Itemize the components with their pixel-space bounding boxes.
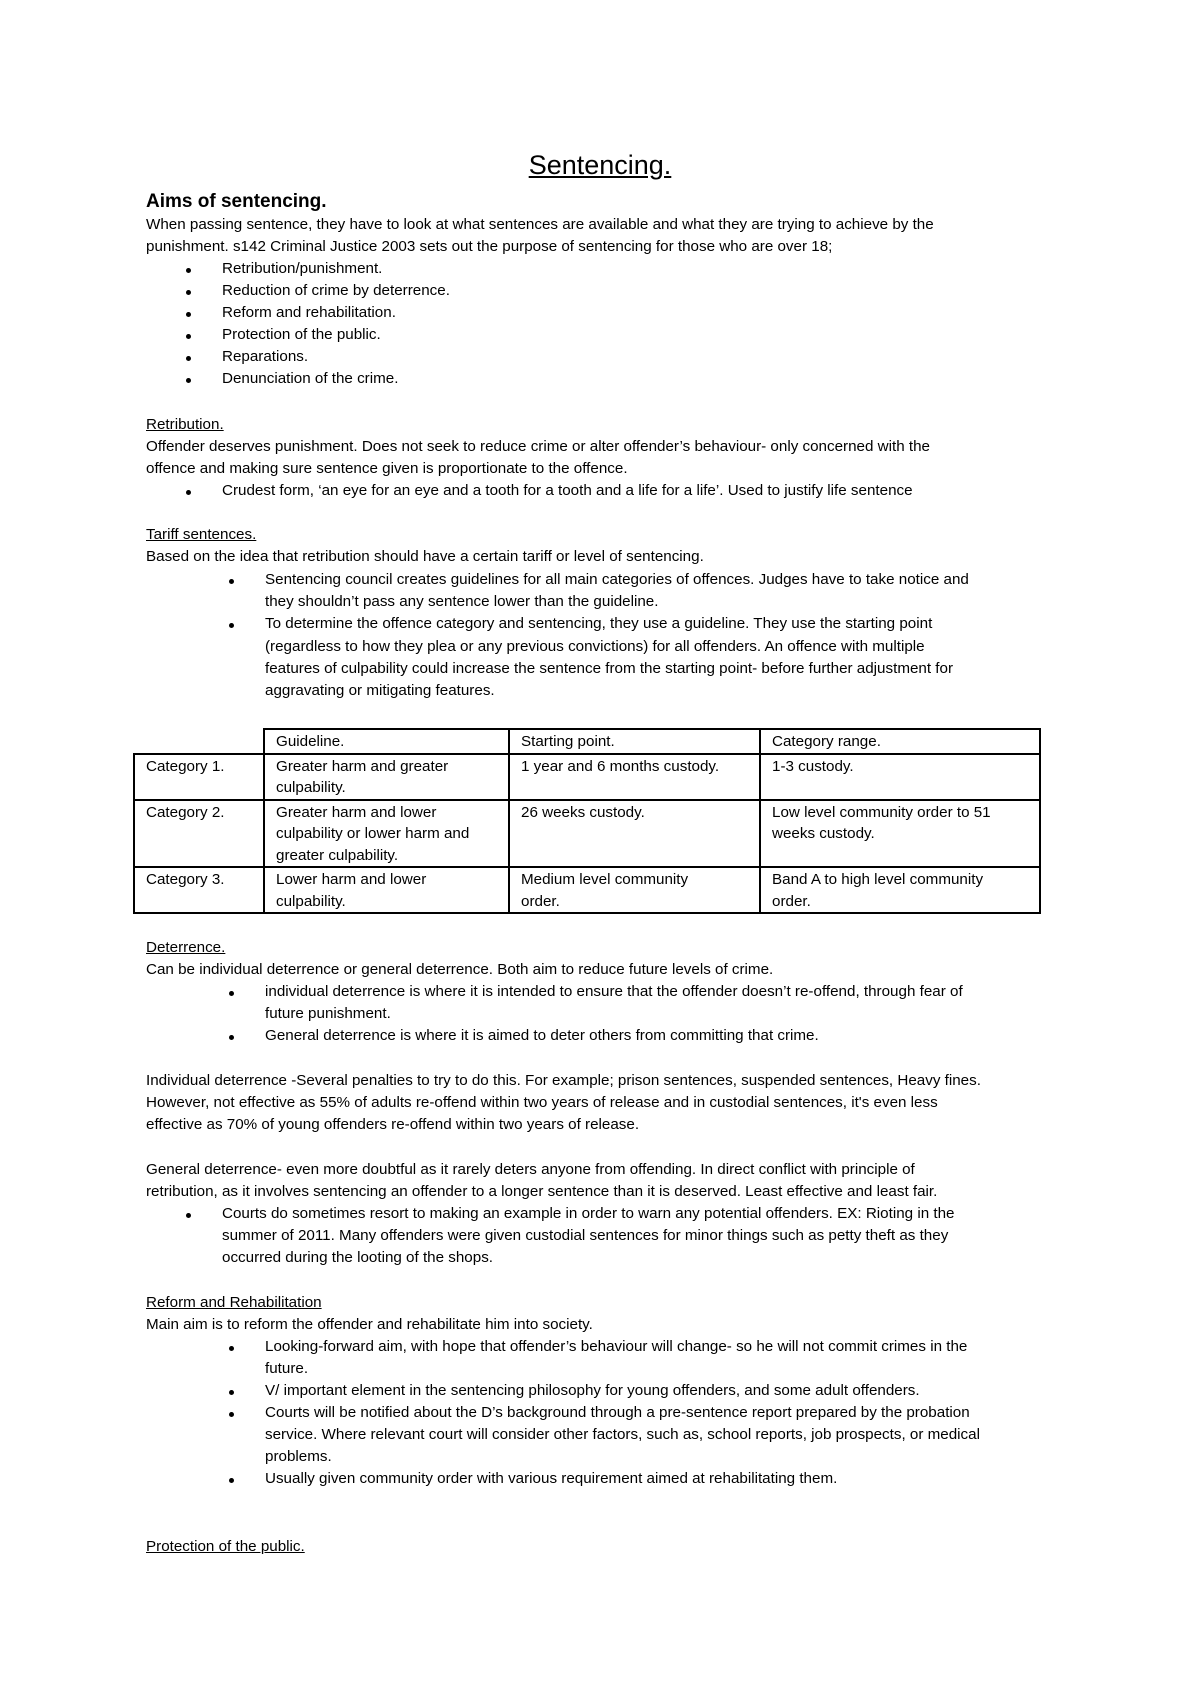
guideline-table bbox=[133, 728, 1041, 914]
table-cell-empty bbox=[134, 729, 264, 754]
aims-bullet: Reparations. bbox=[222, 348, 309, 365]
table-header: Category range. bbox=[760, 729, 1040, 754]
table-cell-guideline: Greater harm and lower culpability or lower harm and greater culpability. bbox=[264, 800, 509, 868]
general-deterrence-bullet-line: occurred during the looting of the shops. bbox=[222, 1249, 494, 1266]
tariff-bullet-line: To determine the offence category and sentencing, they use a guideline. They use the starting point bbox=[265, 615, 933, 632]
tariff-intro: Based on the idea that retribution should have a certain tariff or level of sentencing. bbox=[146, 548, 704, 565]
reform-bullet-line: Looking-forward aim, with hope that offender’s behaviour will change- so he will not commit crimes in the bbox=[265, 1338, 968, 1355]
bullet-dot bbox=[186, 490, 191, 495]
bullet-dot bbox=[229, 1035, 234, 1040]
reform-intro: Main aim is to reform the offender and rehabilitate him into society. bbox=[146, 1316, 593, 1333]
deterrence-intro: Can be individual deterrence or general deterrence. Both aim to reduce future levels of crime. bbox=[146, 961, 774, 978]
aims-bullet: Reform and rehabilitation. bbox=[222, 304, 396, 321]
table-cell-category: Category 3. bbox=[134, 867, 264, 913]
reform-bullet-line: V/ important element in the sentencing philosophy for young offenders, and some adult offenders. bbox=[265, 1382, 920, 1399]
general-deterrence-line: General deterrence- even more doubtful as it rarely deters anyone from offending. In direct conflict with principle of bbox=[146, 1161, 915, 1178]
reform-bullet-line: service. Where relevant court will consider other factors, such as, school reports, job prospects, or medical bbox=[265, 1426, 980, 1443]
table-cell-range: Band A to high level community order. bbox=[760, 867, 1040, 913]
aims-intro-line: punishment. s142 Criminal Justice 2003 sets out the purpose of sentencing for those who are over 18; bbox=[146, 238, 833, 255]
table-cell-start: Medium level community order. bbox=[509, 867, 760, 913]
table-cell-guideline: Greater harm and greater culpability. bbox=[264, 754, 509, 800]
bullet-dot bbox=[186, 356, 191, 361]
general-deterrence-bullet-line: summer of 2011. Many offenders were given custodial sentences for minor things such as petty theft as they bbox=[222, 1227, 949, 1244]
bullet-dot bbox=[229, 1412, 234, 1417]
page-title: Sentencing. bbox=[528, 150, 672, 180]
table-row bbox=[134, 754, 1040, 800]
table-header-row bbox=[134, 729, 1040, 754]
tariff-bullet-line: aggravating or mitigating features. bbox=[265, 682, 495, 699]
deterrence-bullet-line: individual deterrence is where it is intended to ensure that the offender doesn’t re-offend, through fear of bbox=[265, 983, 963, 1000]
retribution-bullet: Crudest form, ‘an eye for an eye and a tooth for a tooth and a life for a life’. Used to justify life sentence bbox=[222, 482, 913, 499]
aims-bullet: Reduction of crime by deterrence. bbox=[222, 282, 450, 299]
aims-bullet: Denunciation of the crime. bbox=[222, 370, 399, 387]
general-deterrence-bullet-line: Courts do sometimes resort to making an example in order to warn any potential offenders. EX: Rioting in the bbox=[222, 1205, 955, 1222]
bullet-dot bbox=[229, 1478, 234, 1483]
bullet-dot bbox=[229, 1346, 234, 1351]
bullet-dot bbox=[229, 991, 234, 996]
bullet-dot bbox=[186, 378, 191, 383]
table-header: Starting point. bbox=[509, 729, 760, 754]
reform-bullet-line: future. bbox=[265, 1360, 309, 1377]
aims-bullet: Protection of the public. bbox=[222, 326, 381, 343]
deterrence-heading: Deterrence. bbox=[146, 939, 226, 956]
table-cell-start: 26 weeks custody. bbox=[509, 800, 760, 868]
bullet-dot bbox=[186, 268, 191, 273]
bullet-dot bbox=[186, 290, 191, 295]
bullet-dot bbox=[229, 579, 234, 584]
individual-deterrence-line: However, not effective as 55% of adults re-offend within two years of release and in custodial sentences, it's even less bbox=[146, 1094, 938, 1111]
deterrence-bullet-line: General deterrence is where it is aimed to deter others from committing that crime. bbox=[265, 1027, 819, 1044]
bullet-dot bbox=[186, 334, 191, 339]
aims-bullet: Retribution/punishment. bbox=[222, 260, 383, 277]
aims-intro-line: When passing sentence, they have to look at what sentences are available and what they are trying to achieve by the bbox=[146, 216, 934, 233]
bullet-dot bbox=[229, 1390, 234, 1395]
table-row bbox=[134, 867, 1040, 913]
deterrence-bullet-line: future punishment. bbox=[265, 1005, 391, 1022]
retribution-heading: Retribution. bbox=[146, 416, 224, 433]
tariff-bullet-line: (regardless to how they plea or any previous convictions) for all offenders. An offence with multiple bbox=[265, 638, 925, 655]
table-cell-category: Category 1. bbox=[134, 754, 264, 800]
aims-heading: Aims of sentencing. bbox=[146, 191, 327, 212]
tariff-bullet-line: features of culpability could increase the sentence from the starting point- before further adjustment for bbox=[265, 660, 954, 677]
table-cell-start: 1 year and 6 months custody. bbox=[509, 754, 760, 800]
general-deterrence-line: retribution, as it involves sentencing an offender to a longer sentence than it is deserved. Least effective and least fair. bbox=[146, 1183, 938, 1200]
bullet-dot bbox=[229, 623, 234, 628]
bullet-dot bbox=[186, 312, 191, 317]
table-row bbox=[134, 800, 1040, 868]
table-header: Guideline. bbox=[264, 729, 509, 754]
individual-deterrence-line: Individual deterrence -Several penalties to try to do this. For example; prison sentences, suspended sentences, Heavy fines. bbox=[146, 1072, 981, 1089]
retribution-line: Offender deserves punishment. Does not seek to reduce crime or alter offender’s behaviour- only concerned with the bbox=[146, 438, 931, 455]
retribution-line: offence and making sure sentence given is proportionate to the offence. bbox=[146, 460, 628, 477]
table-cell-category: Category 2. bbox=[134, 800, 264, 868]
tariff-bullet-line: Sentencing council creates guidelines for all main categories of offences. Judges have to take notice and bbox=[265, 571, 969, 588]
tariff-heading: Tariff sentences. bbox=[146, 526, 257, 543]
individual-deterrence-line: effective as 70% of young offenders re-offend within two years of release. bbox=[146, 1116, 640, 1133]
tariff-bullet-line: they shouldn’t pass any sentence lower than the guideline. bbox=[265, 593, 659, 610]
table-cell-guideline: Lower harm and lower culpability. bbox=[264, 867, 509, 913]
reform-bullet-line: Courts will be notified about the D’s background through a pre-sentence report prepared by the probation bbox=[265, 1404, 970, 1421]
table-cell-range: Low level community order to 51 weeks custody. bbox=[760, 800, 1040, 868]
protection-heading: Protection of the public. bbox=[146, 1538, 305, 1555]
reform-bullet-line: Usually given community order with various requirement aimed at rehabilitating them. bbox=[265, 1470, 838, 1487]
reform-bullet-line: problems. bbox=[265, 1448, 332, 1465]
reform-heading: Reform and Rehabilitation bbox=[146, 1294, 322, 1311]
table-cell-range: 1-3 custody. bbox=[760, 754, 1040, 800]
bullet-dot bbox=[186, 1213, 191, 1218]
